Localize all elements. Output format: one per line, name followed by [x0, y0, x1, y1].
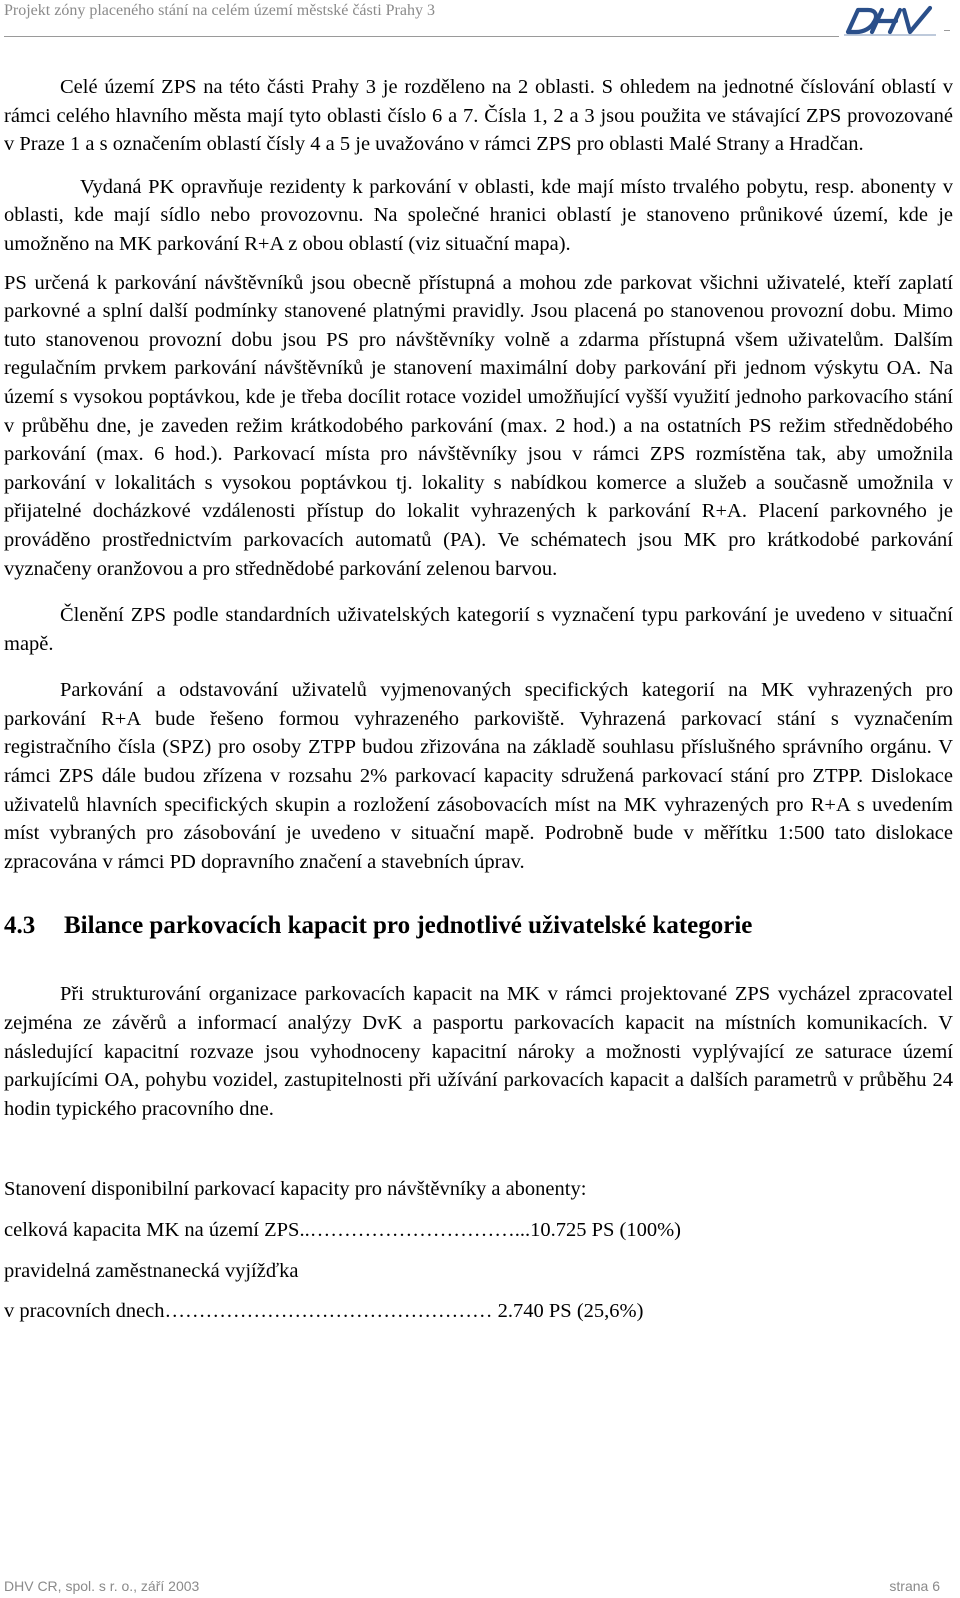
header-dash [944, 30, 950, 31]
dhv-logo-icon [840, 2, 940, 38]
paragraph-capacity-structure: Při strukturování organizace parkovacích kapacit na MK v rámci projektované ZPS vycházel zpracovatel zejména ze závěrů a informací analýzy DvK a pasportu parkovacích kapacit na místních komunikacích. V následující kapacitní rozvaze jsou vyhodnoceny kapacitní nároky a možnosti vyplývající ze saturace území parkujícími OA, pohybu vozidel, zastupitelnosti při užívání parkovacích kapacit a dalších parametrů v průběhu 24 hodin typického pracovního dne. [4, 983, 953, 1120]
capacity-commute-line: pravidelná zaměstnanecká vyjížďka [4, 1259, 299, 1282]
page-header [0, 0, 960, 44]
paragraph-visitor-parking: PS určená k parkování návštěvníků jsou obecně přístupná a mohou zde parkovat všichni uživatelé, kteří zaplatí parkovné a splní další podmínky stanovené platnými pravidly. Jsou placená po stanovenou provozní dobu. Mimo tuto stanovenou provozní dobu jsou PS pro návštěvníky volně a zdarma přístupná všem uživatelům. Dalším regulačním prvkem parkování návštěvníků je stanovení maximální doby parkování při jednom výskytu OA. Na území s vysokou poptávkou, kde je třeba docílit rotace vozidel umožňující vyšší využití jednoho parkovacího stání v průběhu dne, je zaveden režim krátkodobého parkování (max. 2 hod.) a na ostatních PS režim střednědobého parkování (max. 6 hod.). Parkovací místa pro návštěvníky jsou v rámci ZPS rozmístěna tak, aby umožnila parkování v lokalitách s vysokou poptávkou tj. lokality s nabídkou komerce a služeb a současně umožnila v přijatelné docházkové vzdálenosti přístup do lokalit vyhrazených k parkování R+A. Placení parkovného je prováděno prostřednictvím parkovacích automatů (PA). Ve schématech jsou MK pro krátkodobé parkování vyznačeny oranžovou a pro střednědobé parkování zelenou barvou. [4, 271, 953, 580]
header-title: Projekt zóny placeného stání na celém území městské části Prahy 3 [4, 2, 435, 19]
capacity-total-line: celková kapacita MK na území ZPS..…………………………...10.725 PS (100%) [4, 1219, 681, 1241]
header-rule [4, 36, 839, 37]
section-title: Bilance parkovacích kapacit pro jednotlivé uživatelské kategorie [64, 912, 753, 940]
section-heading [4, 910, 953, 942]
section-number: 4.3 [4, 912, 36, 940]
capacity-intro: Stanovení disponibilní parkovací kapacity pro návštěvníky a abonenty: [4, 1178, 587, 1201]
footer-page-number: strana 6 [889, 1578, 940, 1594]
paragraph-zps-categories: Členění ZPS podle standardních uživatelských kategorií s vyznačení typu parkování je uvedeno v situační mapě. [4, 604, 953, 655]
capacity-workdays-line: v pracovních dnech………………………………………… 2.740 PS (25,6%) [4, 1300, 644, 1323]
document-body [4, 73, 953, 1326]
paragraph-zones: Celé území ZPS na této části Prahy 3 je rozděleno na 2 oblasti. S ohledem na jednotné číslování oblastí v rámci celého hlavního města mají tyto oblasti číslo 6 a 7. Čísla 1, 2 a 3 jsou použita ve stávající ZPS provozované v Praze 1 a s označením oblastí čísly 4 a 5 je uvažováno v rámci ZPS pro oblasti Malé Strany a Hradčan. [4, 76, 953, 156]
paragraph-specific-categories: Parkování a odstavování uživatelů vyjmenovaných specifických kategorií na MK vyhrazených pro parkování R+A bude řešeno formou vyhrazeného parkoviště. Vyhrazená parkovací stání s vyznačením registračního čísla (SPZ) pro osoby ZTPP budou zřizována na základě souhlasu příslušného správního orgánu. V rámci ZPS dále budou zřízena v rozsahu 2% parkovací kapacity sdružená parkovací stání pro ZTPP. Dislokace uživatelů hlavních specifických skupin a rozložení zásobovacích míst na MK vyhrazených pro R+A s uvedením míst vybraných pro zásobování je uvedeno v situační mapě. Podrobně bude v měřítku 1:500 tato dislokace zpracována v rámci PD dopravního značení a stavebních úprav. [4, 679, 953, 873]
page-footer [0, 1576, 960, 1598]
footer-company: DHV CR, spol. s r. o., září 2003 [4, 1578, 200, 1594]
paragraph-parking-permit: Vydaná PK opravňuje rezidenty k parkování v oblasti, kde mají místo trvalého pobytu, resp. abonenty v oblasti, kde mají sídlo nebo provozovnu. Na společné hranici oblastí je stanoveno průnikové území, kde je umožněno na MK parkování R+A z obou oblastí (viz situační mapa). [4, 175, 953, 255]
